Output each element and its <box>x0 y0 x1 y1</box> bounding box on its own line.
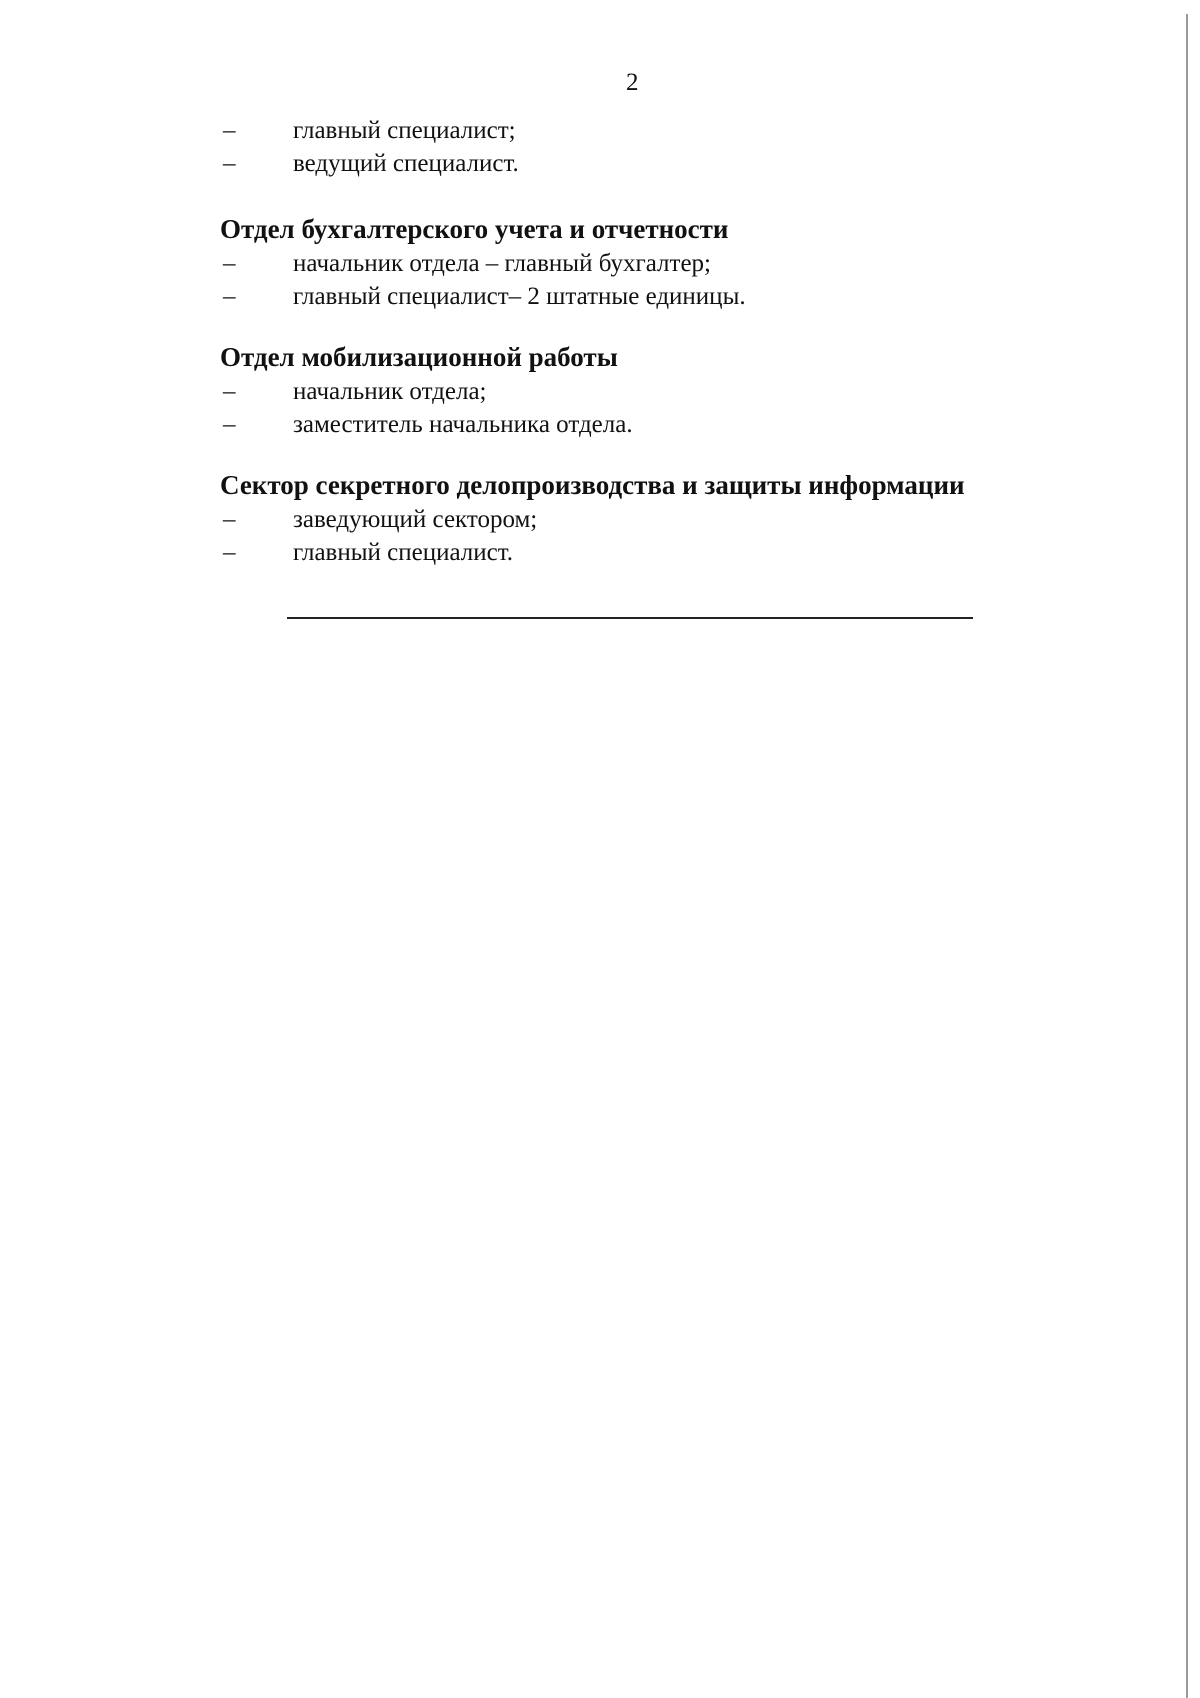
list-item-text: начальник отдела; <box>293 378 487 405</box>
list-dash: – <box>223 378 236 405</box>
list-item-text: заведующий сектором; <box>293 506 538 533</box>
page-number: 2 <box>626 69 639 96</box>
closing-rule <box>287 617 973 619</box>
list-dash: – <box>223 117 236 144</box>
list-dash: – <box>223 539 236 566</box>
list-item-text: главный специалист– 2 штатные единицы. <box>293 283 746 310</box>
section-heading-mobilization: Отдел мобилизационной работы <box>220 342 618 372</box>
list-dash: – <box>223 506 236 533</box>
list-item-text: ведущий специалист. <box>293 150 519 177</box>
list-dash: – <box>223 283 236 310</box>
list-item-text: главный специалист; <box>293 117 516 144</box>
list-item-text: главный специалист. <box>293 539 514 566</box>
section-heading-secret-records: Сектор секретного делопроизводства и защиты информации <box>220 470 965 500</box>
list-dash: – <box>223 411 236 438</box>
section-heading-accounting: Отдел бухгалтерского учета и отчетности <box>220 214 729 244</box>
list-item-text: заместитель начальника отдела. <box>293 411 633 438</box>
list-item-text: начальник отдела – главный бухгалтер; <box>293 250 711 277</box>
list-dash: – <box>223 150 236 177</box>
scan-edge-line <box>1186 14 1188 1698</box>
list-dash: – <box>223 250 236 277</box>
